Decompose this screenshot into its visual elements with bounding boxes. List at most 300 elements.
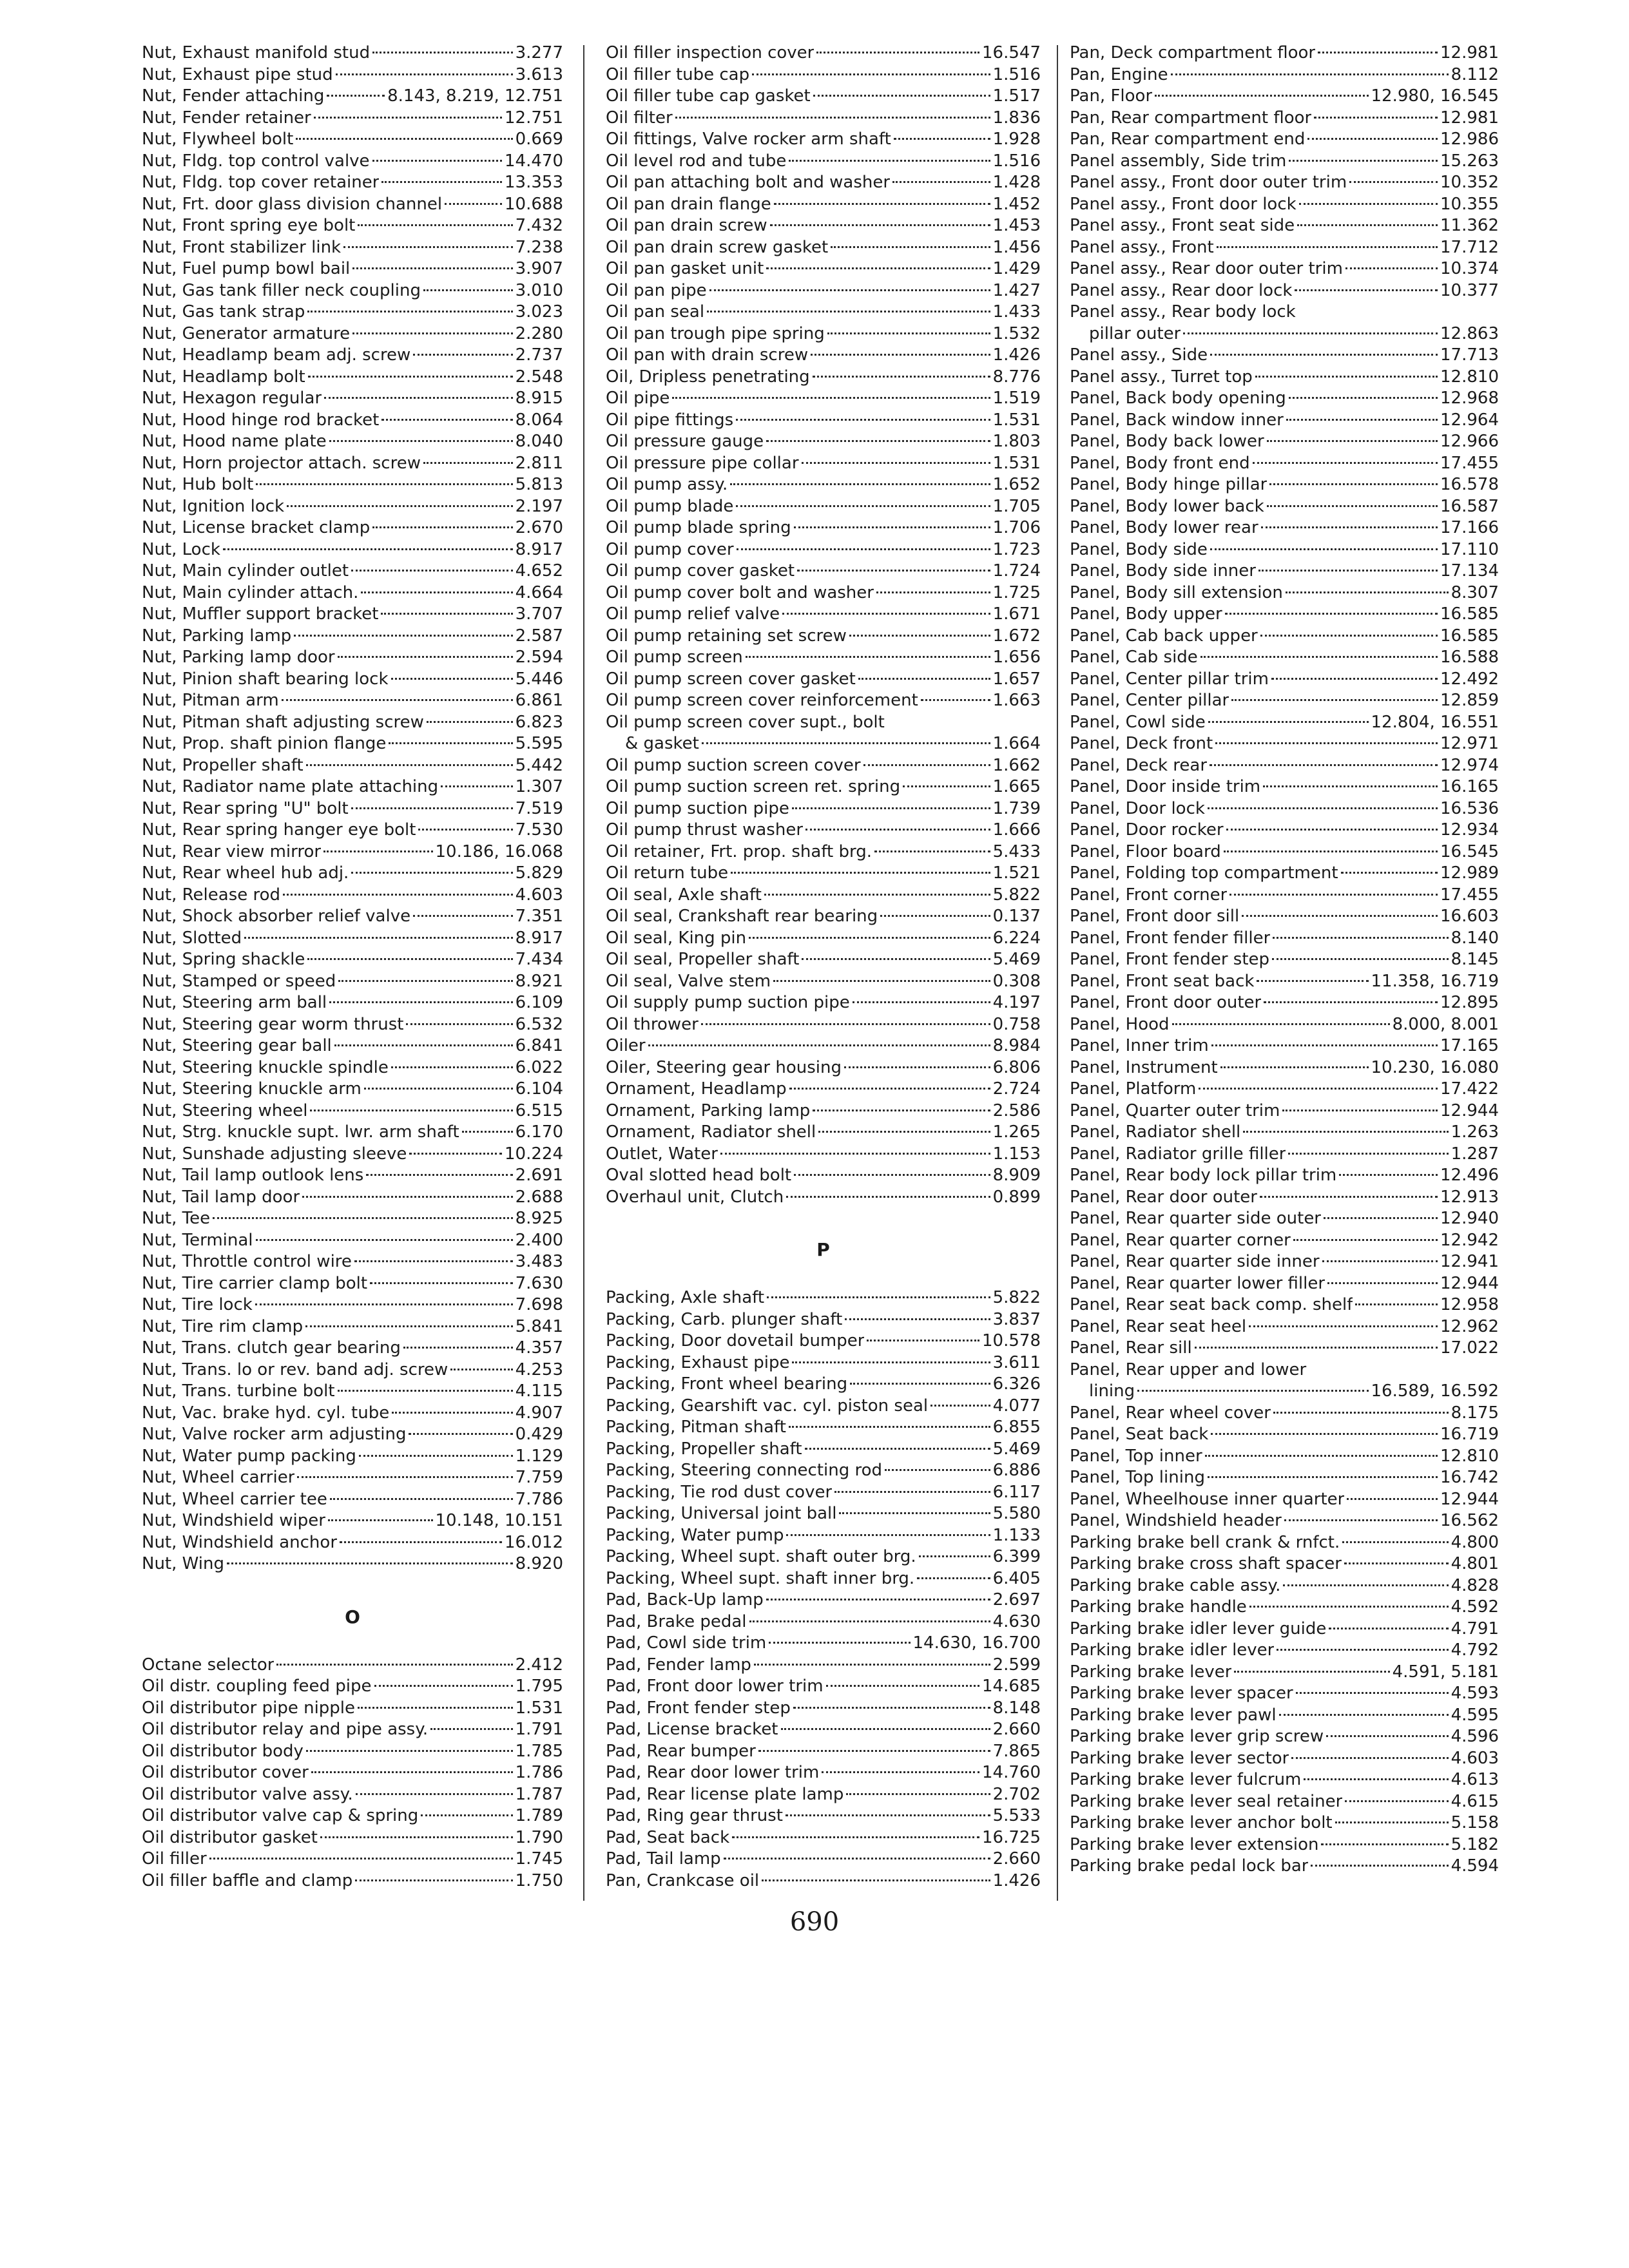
index-reference: 3.707 (515, 604, 563, 624)
index-reference: 6.806 (992, 1057, 1041, 1077)
dot-leader (311, 1771, 513, 1773)
dot-leader (413, 354, 512, 356)
index-entry (142, 43, 563, 64)
index-term: & gasket (625, 734, 699, 753)
index-reference: 10.578 (982, 1331, 1041, 1350)
index-term: Pad, Front fender step (606, 1698, 791, 1718)
dot-leader (702, 742, 990, 744)
index-entry (142, 345, 563, 367)
dot-leader (1341, 872, 1438, 874)
index-reference: 5.442 (515, 755, 563, 775)
index-reference: 1.666 (992, 820, 1041, 840)
index-reference: 1.706 (992, 518, 1041, 537)
index-reference: 16.587 (1440, 496, 1499, 516)
index-term: Pan, Floor (1070, 86, 1153, 106)
index-reference: 1.705 (992, 496, 1041, 516)
index-entry (142, 626, 563, 648)
dot-leader (1322, 1260, 1438, 1262)
index-reference: 4.828 (1451, 1575, 1499, 1595)
index-entry (142, 647, 563, 669)
index-reference: 17.166 (1440, 518, 1499, 537)
index-term: Nut, Tire lock (142, 1295, 253, 1314)
dot-leader (1314, 117, 1438, 119)
index-entry (606, 129, 1041, 151)
index-term: Nut, Slotted (142, 928, 242, 948)
index-term: Nut, Pinion shaft bearing lock (142, 669, 389, 689)
index-reference: 1.426 (992, 345, 1041, 365)
index-entry (606, 690, 1041, 712)
dot-leader (1224, 850, 1438, 852)
index-entry (1070, 194, 1499, 216)
index-entry (1070, 1791, 1499, 1813)
dot-leader (352, 267, 512, 269)
dot-leader (409, 1153, 502, 1155)
index-reference: 1.724 (992, 561, 1041, 581)
index-entry (142, 1467, 563, 1489)
index-term: Parking brake lever anchor bolt (1070, 1813, 1333, 1832)
index-term: Oil filler tube cap (606, 64, 750, 84)
dot-leader (746, 656, 990, 658)
index-entry (606, 755, 1041, 777)
index-term: Nut, Hexagon regular (142, 389, 322, 408)
index-reference: 2.586 (992, 1100, 1041, 1120)
index-entry (606, 1784, 1041, 1806)
index-entry (606, 1805, 1041, 1827)
index-reference: 4.253 (515, 1360, 563, 1379)
index-term: Oil thrower (606, 1014, 699, 1034)
dot-leader (423, 462, 513, 464)
index-term: Panel, Back body opening (1070, 389, 1286, 408)
index-entry (1070, 1079, 1499, 1100)
index-reference: 4.664 (515, 582, 563, 602)
index-entry (606, 1568, 1041, 1590)
dot-leader (413, 915, 512, 917)
dot-leader (330, 1498, 513, 1500)
index-reference: 2.412 (515, 1655, 563, 1675)
index-reference: 0.899 (992, 1187, 1041, 1207)
index-term: Panel, Body lower back (1070, 496, 1264, 516)
index-term: Nut, Tire rim clamp (142, 1316, 304, 1336)
index-reference: 1.433 (992, 302, 1041, 322)
index-term: Nut, Horn projector attach. screw (142, 453, 421, 473)
index-term: Panel assy., Front door outer trim (1070, 173, 1347, 192)
index-reference: 1.429 (992, 259, 1041, 278)
index-term: Oil filler (142, 1849, 207, 1869)
index-term: Oil distributor body (142, 1741, 304, 1761)
index-entry (1070, 604, 1499, 626)
index-reference: 12.944 (1440, 1100, 1499, 1120)
dot-leader (1283, 1584, 1448, 1586)
index-reference: 17.422 (1440, 1079, 1499, 1099)
index-term: Panel, Rear quarter side inner (1070, 1252, 1320, 1271)
index-entry (606, 1676, 1041, 1698)
index-entry (142, 280, 563, 302)
dot-leader (773, 980, 990, 982)
index-term: lining (1089, 1381, 1135, 1401)
index-term: Oil pump cover bolt and washer (606, 582, 874, 602)
index-term: Nut, Steering gear worm thrust (142, 1014, 404, 1034)
index-term: Nut, Sunshade adjusting sleeve (142, 1144, 407, 1164)
dot-leader (1195, 1347, 1438, 1349)
dot-leader (338, 656, 513, 658)
index-term: Oil pump cover (606, 539, 734, 559)
index-entry (606, 496, 1041, 518)
index-term: Panel, Front door outer (1070, 993, 1262, 1012)
dot-leader (361, 591, 512, 593)
index-reference: 16.585 (1440, 604, 1499, 624)
index-reference: 6.109 (515, 993, 563, 1012)
index-term: Oil supply pump suction pipe (606, 993, 850, 1012)
index-entry (142, 1784, 563, 1806)
index-reference: 8.909 (992, 1166, 1041, 1185)
dot-leader (792, 1361, 990, 1363)
index-reference: 4.615 (1451, 1791, 1499, 1811)
index-reference: 6.104 (515, 1079, 563, 1099)
dot-leader (1229, 894, 1438, 896)
index-term: Oil pump screen cover gasket (606, 669, 856, 689)
index-reference: 12.940 (1440, 1209, 1499, 1228)
index-reference: 6.022 (515, 1057, 563, 1077)
index-reference: 1.519 (992, 389, 1041, 408)
index-term: Panel, Quarter outer trim (1070, 1100, 1280, 1120)
index-term: Nut, Trans. turbine bolt (142, 1381, 335, 1401)
index-reference: 3.611 (992, 1352, 1041, 1372)
index-entry (142, 431, 563, 453)
index-entry (606, 410, 1041, 432)
index-term: Panel, Door lock (1070, 798, 1205, 818)
index-reference: 2.702 (992, 1784, 1041, 1804)
index-entry (1070, 496, 1499, 518)
index-reference: 7.432 (515, 216, 563, 235)
index-entry (1070, 647, 1499, 669)
dot-leader (782, 613, 990, 615)
index-entry (1070, 1057, 1499, 1079)
index-term: Nut, Exhaust pipe stud (142, 64, 333, 84)
index-reference: 2.660 (992, 1849, 1041, 1869)
index-entry (1070, 1619, 1499, 1640)
index-reference: 7.865 (992, 1741, 1041, 1761)
dot-leader (1210, 548, 1438, 550)
index-term: Panel, Folding top compartment (1070, 863, 1338, 883)
dot-leader (1255, 376, 1438, 378)
dot-leader (1297, 224, 1438, 226)
dot-leader (296, 138, 512, 140)
index-reference: 14.470 (505, 151, 563, 171)
index-term: Nut, Hood hinge rod bracket (142, 410, 380, 430)
dot-leader (302, 1196, 512, 1198)
index-term: Panel, Door inside trim (1070, 777, 1261, 796)
dot-leader (930, 1405, 990, 1407)
index-entry (606, 949, 1041, 971)
dot-leader (736, 419, 990, 421)
dot-leader (720, 1153, 990, 1155)
dot-leader (1267, 440, 1438, 442)
index-term: Oil distr. coupling feed pipe (142, 1677, 372, 1696)
index-entry (606, 1611, 1041, 1633)
index-term: Panel, Rear seat heel (1070, 1316, 1247, 1336)
index-reference: 4.591, 5.181 (1392, 1662, 1499, 1682)
index-entry (606, 1187, 1041, 1209)
index-term: Panel, Radiator shell (1070, 1122, 1241, 1142)
dot-leader (1211, 1433, 1438, 1435)
index-reference: 13.353 (505, 173, 563, 192)
index-entry (606, 561, 1041, 582)
index-term: Oil seal, Axle shaft (606, 885, 762, 905)
dot-leader (752, 73, 990, 75)
index-entry (142, 1381, 563, 1403)
dot-leader (328, 1519, 433, 1521)
index-term: Nut, Steering knuckle arm (142, 1079, 361, 1099)
index-term: Panel, Front fender step (1070, 950, 1270, 969)
index-reference: 1.723 (992, 539, 1041, 559)
dot-leader (294, 635, 512, 637)
dot-leader (731, 872, 990, 874)
dot-leader (352, 332, 512, 334)
index-reference: 8.143, 8.219, 12.751 (387, 86, 563, 106)
dot-leader (1257, 980, 1368, 982)
index-term: Parking brake lever fulcrum (1070, 1770, 1302, 1789)
dot-leader (227, 1562, 513, 1564)
index-entry (142, 1144, 563, 1166)
index-term: Panel, Instrument (1070, 1057, 1218, 1077)
index-reference: 12.944 (1440, 1273, 1499, 1293)
index-term: Oil pipe fittings (606, 410, 734, 430)
index-entry (606, 388, 1041, 410)
index-reference: 2.724 (992, 1079, 1041, 1099)
index-entry (142, 474, 563, 496)
index-entry (142, 194, 563, 216)
dot-leader (1273, 1412, 1449, 1414)
index-term: Parking brake bell crank & rnfct. (1070, 1532, 1340, 1552)
index-reference: 10.688 (505, 194, 563, 214)
index-term: Parking brake lever pawl (1070, 1705, 1277, 1725)
index-entry (142, 1870, 563, 1892)
index-term: Oil pressure gauge (606, 432, 764, 451)
index-entry (1070, 539, 1499, 561)
index-reference: 6.170 (515, 1122, 563, 1142)
index-entry (142, 323, 563, 345)
index-entry (1070, 1467, 1499, 1489)
dot-leader (307, 958, 512, 960)
dot-leader (826, 1685, 979, 1687)
index-entry (606, 1633, 1041, 1655)
dot-leader (1220, 1066, 1369, 1068)
index-reference: 2.691 (515, 1166, 563, 1185)
index-entry (142, 302, 563, 323)
index-entry (606, 841, 1041, 863)
index-term: Panel, Rear door outer (1070, 1187, 1257, 1207)
dot-leader (305, 1325, 512, 1327)
index-term: Oil pan trough pipe spring (606, 323, 825, 343)
index-reference: 6.399 (992, 1547, 1041, 1566)
index-entry (142, 906, 563, 928)
index-reference: 10.230, 16.080 (1371, 1057, 1499, 1077)
index-term: Nut, Rear spring "U" bolt (142, 798, 349, 818)
dot-leader (880, 915, 990, 917)
index-reference: 16.545 (1440, 841, 1499, 861)
index-entry (1070, 1575, 1499, 1597)
index-entry (606, 302, 1041, 323)
dot-leader (1355, 1303, 1438, 1305)
index-term: Oil pan gasket unit (606, 259, 764, 278)
index-entry (1070, 129, 1499, 151)
index-reference: 0.669 (515, 130, 563, 149)
index-reference: 4.115 (515, 1381, 563, 1401)
dot-leader (356, 1793, 513, 1795)
index-reference: 1.785 (515, 1741, 563, 1761)
dot-leader (1260, 635, 1438, 637)
index-term: Panel, Floor board (1070, 841, 1221, 861)
dot-leader (1172, 1023, 1390, 1025)
index-entry (606, 367, 1041, 389)
index-reference: 17.134 (1440, 561, 1499, 581)
index-reference: 12.810 (1440, 367, 1499, 387)
index-entry (1070, 1251, 1499, 1273)
index-reference: 10.374 (1440, 259, 1499, 278)
index-term: Pad, Front door lower trim (606, 1677, 824, 1696)
dot-leader (366, 1174, 512, 1176)
index-term: Oil pan seal (606, 302, 705, 322)
index-reference: 14.685 (982, 1677, 1041, 1696)
index-term: Nut, Vac. brake hyd. cyl. tube (142, 1403, 390, 1423)
dot-leader (209, 1858, 513, 1860)
index-entry (142, 1532, 563, 1554)
index-term: Nut, Main cylinder attach. (142, 582, 359, 602)
dot-leader (1282, 1110, 1438, 1111)
index-entry (606, 215, 1041, 237)
index-reference: 2.737 (515, 345, 563, 365)
index-reference: 1.453 (992, 216, 1041, 235)
index-term: Nut, Valve rocker arm adjusting (142, 1425, 407, 1444)
index-entry (1070, 1122, 1499, 1144)
index-entry (606, 345, 1041, 367)
index-reference: 4.197 (992, 993, 1041, 1012)
dot-leader (1335, 1821, 1449, 1823)
dot-leader (1226, 829, 1438, 831)
index-term: Panel, Front corner (1070, 885, 1228, 905)
index-term: Nut, Fender retainer (142, 108, 311, 128)
dot-leader (1137, 1390, 1368, 1392)
index-reference: 6.886 (992, 1461, 1041, 1480)
index-entry (606, 971, 1041, 993)
index-term: Pan, Engine (1070, 64, 1168, 84)
index-term: Pad, Tail lamp (606, 1849, 721, 1869)
dot-leader (1267, 505, 1438, 507)
index-entry (606, 626, 1041, 648)
index-entry (606, 1698, 1041, 1720)
index-reference: 16.719 (1440, 1425, 1499, 1444)
index-reference: 1.787 (515, 1784, 563, 1804)
index-entry (606, 863, 1041, 885)
dot-leader (323, 850, 432, 852)
index-entry (1070, 64, 1499, 86)
dot-leader (845, 1318, 990, 1320)
index-term: Nut, Prop. shaft pinion flange (142, 734, 387, 753)
index-reference: 12.981 (1440, 43, 1499, 62)
dot-leader (786, 1196, 990, 1198)
index-entry (1070, 1553, 1499, 1575)
index-reference: 1.663 (992, 691, 1041, 710)
dot-leader (737, 548, 990, 550)
dot-leader (802, 462, 990, 464)
index-term: Nut, Pitman arm (142, 691, 279, 710)
index-reference: 1.287 (1451, 1144, 1499, 1164)
index-entry (1070, 1230, 1499, 1252)
dot-leader (418, 829, 512, 831)
index-entry (142, 582, 563, 604)
index-entry (606, 280, 1041, 302)
dot-leader (351, 570, 513, 572)
index-reference: 1.456 (992, 237, 1041, 257)
dot-leader (1271, 678, 1438, 680)
dot-leader (1210, 764, 1438, 766)
index-reference: 1.133 (992, 1525, 1041, 1545)
index-reference: 17.455 (1440, 885, 1499, 905)
index-reference: 1.836 (992, 108, 1041, 128)
index-entry (606, 604, 1041, 626)
index-reference: 1.521 (992, 863, 1041, 883)
index-term: Oil, Dripless penetrating (606, 367, 810, 387)
dot-leader (1231, 699, 1438, 701)
index-reference: 4.907 (515, 1403, 563, 1423)
index-term: Packing, Pitman shaft (606, 1418, 786, 1437)
index-reference: 14.760 (982, 1763, 1041, 1782)
index-reference: 1.803 (992, 432, 1041, 451)
index-term: Packing, Tie rod dust cover (606, 1482, 833, 1502)
dot-leader (1243, 1131, 1448, 1133)
dot-leader (320, 1836, 513, 1838)
index-entry (1070, 626, 1499, 648)
index-reference: 1.657 (992, 669, 1041, 689)
index-entry (606, 474, 1041, 496)
dot-leader (1210, 354, 1438, 356)
dot-leader (358, 1707, 513, 1709)
dot-leader (1249, 1325, 1438, 1327)
dot-leader (701, 1023, 990, 1025)
index-entry (142, 1741, 563, 1763)
dot-leader (789, 1088, 990, 1090)
index-reference: 5.580 (992, 1504, 1041, 1523)
index-reference: 1.662 (992, 755, 1041, 775)
index-entry (142, 1510, 563, 1532)
index-entry (606, 1482, 1041, 1504)
index-entry (1070, 712, 1499, 734)
dot-leader (813, 376, 990, 378)
index-entry (1070, 410, 1499, 432)
index-reference: 3.010 (515, 280, 563, 300)
index-entry (1070, 1662, 1499, 1684)
dot-leader (1242, 915, 1438, 917)
dot-leader (844, 1066, 990, 1068)
index-term: Nut, Fender attaching (142, 86, 325, 106)
index-term: Nut, Tire carrier clamp bolt (142, 1273, 368, 1293)
index-reference: 16.588 (1440, 648, 1499, 667)
dot-leader (1263, 785, 1438, 787)
index-reference: 8.307 (1451, 582, 1499, 602)
dot-leader (766, 267, 990, 269)
index-reference: 1.307 (515, 777, 563, 796)
index-reference: 2.670 (515, 518, 563, 537)
index-term: Panel, Rear quarter side outer (1070, 1209, 1321, 1228)
index-term: Panel, Front fender filler (1070, 928, 1271, 948)
index-entry (142, 1014, 563, 1036)
dot-leader (1304, 1778, 1448, 1780)
index-entry (142, 1294, 563, 1316)
index-reference: 12.974 (1440, 755, 1499, 775)
index-term: Nut, Windshield wiper (142, 1511, 325, 1530)
dot-leader (816, 52, 979, 53)
index-entry (1070, 86, 1499, 108)
